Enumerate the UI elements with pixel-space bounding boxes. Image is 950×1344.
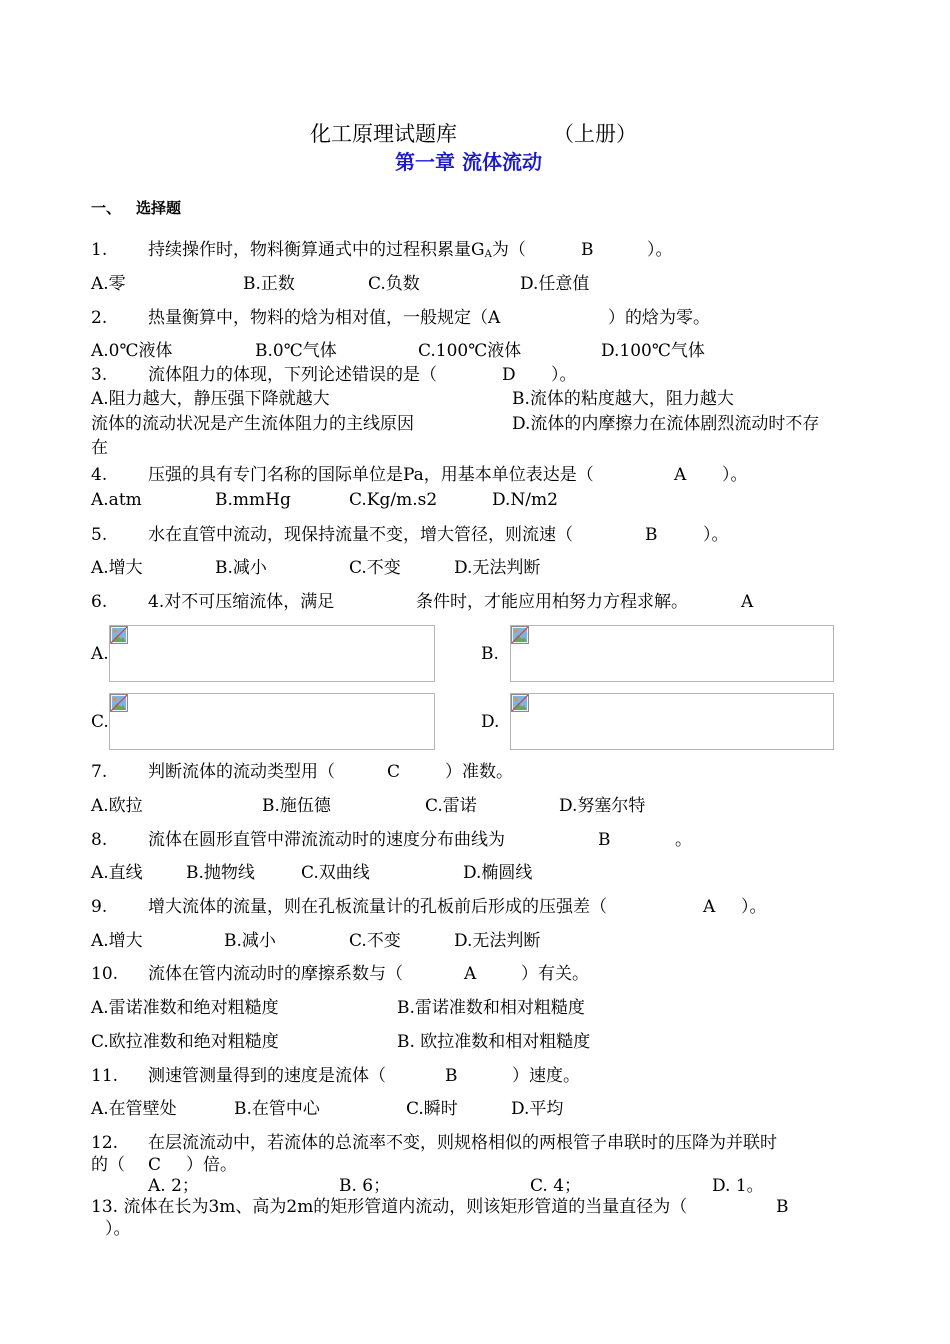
q9-option-c: C.不变 bbox=[349, 931, 401, 951]
q10-option-d: B. 欧拉准数和相对粗糙度 bbox=[397, 1032, 591, 1052]
q9-option-d: D.无法判断 bbox=[454, 931, 541, 951]
q5-text: 水在直管中流动，现保持流量不变，增大管径，则流速（ bbox=[148, 525, 573, 545]
broken-image-icon bbox=[511, 626, 529, 644]
q12-answer: C bbox=[148, 1155, 162, 1175]
q6-option-a-label: A. bbox=[91, 644, 109, 664]
q5-answer: B bbox=[645, 525, 658, 545]
q4-answer: A bbox=[674, 465, 687, 485]
q3-answer: D bbox=[502, 365, 516, 385]
q11-number: 11. bbox=[91, 1066, 119, 1086]
q1-text-main: 持续操作时，物料衡算通式中的过程积累量G bbox=[148, 240, 485, 260]
q5-option-b: B.减小 bbox=[215, 558, 267, 578]
q5-option-a: A.增大 bbox=[91, 558, 143, 578]
q13-text: 13. 流体在长为3m、高为2m的矩形管道内流动，则该矩形管道的当量直径为（ bbox=[91, 1197, 688, 1217]
q10-option-c: C.欧拉准数和绝对粗糙度 bbox=[91, 1032, 279, 1052]
q9-end: ）。 bbox=[741, 897, 767, 917]
q2-option-c: C.100℃液体 bbox=[418, 341, 522, 361]
q3-option-d-wrap: 在 bbox=[91, 438, 108, 458]
q1-subscript: A bbox=[484, 249, 492, 260]
q11-option-a: A.在管壁处 bbox=[91, 1099, 177, 1119]
q3-text: 流体阻力的体现，下列论述错误的是（ bbox=[148, 365, 437, 385]
q2-number: 2. bbox=[91, 308, 108, 328]
q7-end: ）准数。 bbox=[445, 762, 513, 782]
broken-image-icon bbox=[511, 694, 529, 712]
q1-option-b: B.正数 bbox=[243, 274, 295, 294]
chapter-heading: 第一章 流体流动 bbox=[395, 150, 542, 174]
q1-answer: B bbox=[581, 240, 594, 260]
q3-option-d: D.流体的内摩擦力在流体剧烈流动时不存 bbox=[512, 414, 820, 434]
q12-option-c: C. 4； bbox=[530, 1176, 582, 1196]
q5-option-c: C.不变 bbox=[349, 558, 401, 578]
q6-answer: A bbox=[741, 592, 754, 612]
q12-option-d: D. 1。 bbox=[712, 1176, 764, 1196]
q10-option-a: A.雷诺准数和绝对粗糙度 bbox=[91, 998, 279, 1018]
q13-answer: B bbox=[776, 1197, 789, 1217]
q2-option-a: A.0℃液体 bbox=[91, 341, 173, 361]
q8-answer: B bbox=[598, 830, 611, 850]
q3-number: 3. bbox=[91, 365, 108, 385]
q8-end: 。 bbox=[675, 830, 692, 850]
q8-text: 流体在圆形直管中滞流流动时的速度分布曲线为 bbox=[148, 830, 505, 850]
q2-text: 热量衡算中，物料的焓为相对值，一般规定（A bbox=[148, 308, 501, 328]
q4-number: 4. bbox=[91, 465, 108, 485]
section-title: 选择题 bbox=[136, 199, 182, 217]
q9-text: 增大流体的流量，则在孔板流量计的孔板前后形成的压强差（ bbox=[148, 897, 607, 917]
q8-option-a: A.直线 bbox=[91, 863, 143, 883]
q6-text: 4.对不可压缩流体，满足 bbox=[148, 592, 335, 612]
q5-end: ）。 bbox=[703, 525, 729, 545]
q11-option-b: B.在管中心 bbox=[234, 1099, 320, 1119]
q4-text: 压强的具有专门名称的国际单位是Pa，用基本单位表达是（ bbox=[148, 465, 594, 485]
q3-option-c: 流体的流动状况是产生流体阻力的主线原因 bbox=[91, 414, 414, 434]
q6-option-b-formula-image bbox=[510, 625, 834, 682]
q3-end: ）。 bbox=[551, 365, 577, 385]
document-title-suffix: （上册） bbox=[553, 122, 637, 146]
q7-option-b: B.施伍德 bbox=[262, 796, 331, 816]
q12-text-wrap: 的（ bbox=[91, 1155, 125, 1175]
q4-option-a: A.atm bbox=[91, 490, 142, 510]
q5-number: 5. bbox=[91, 525, 108, 545]
q1-end: ）。 bbox=[647, 240, 673, 260]
q7-option-a: A.欧拉 bbox=[91, 796, 143, 816]
q7-answer: C bbox=[387, 762, 401, 782]
q10-number: 10. bbox=[91, 964, 119, 984]
q4-option-c: C.Kg/m.s2 bbox=[349, 490, 438, 510]
q4-option-d: D.N/m2 bbox=[492, 490, 558, 510]
q6-option-d-label: D. bbox=[481, 712, 500, 732]
q6-number: 6. bbox=[91, 592, 108, 612]
q9-number: 9. bbox=[91, 897, 108, 917]
broken-image-icon bbox=[110, 694, 128, 712]
document-title: 化工原理试题库 bbox=[310, 122, 457, 146]
q9-option-b: B.减小 bbox=[224, 931, 276, 951]
q5-option-d: D.无法判断 bbox=[454, 558, 541, 578]
q1-text bbox=[148, 240, 526, 261]
q6-option-d-formula-image bbox=[510, 693, 834, 750]
q8-option-d: D.椭圆线 bbox=[463, 863, 533, 883]
q11-answer: B bbox=[445, 1066, 458, 1086]
q11-end: ）速度。 bbox=[512, 1066, 580, 1086]
q10-end: ）有关。 bbox=[521, 964, 589, 984]
q12-option-b: B. 6； bbox=[339, 1176, 391, 1196]
q10-option-b: B.雷诺准数和相对粗糙度 bbox=[397, 998, 585, 1018]
q6-option-b-label: B. bbox=[481, 644, 499, 664]
broken-image-icon bbox=[110, 626, 128, 644]
q11-option-c: C.瞬时 bbox=[406, 1099, 458, 1119]
q6-option-c-formula-image bbox=[109, 693, 435, 750]
q10-text: 流体在管内流动时的摩擦系数与（ bbox=[148, 964, 403, 984]
q1-text-tail: 为（ bbox=[491, 240, 526, 260]
q10-answer: A bbox=[464, 964, 477, 984]
section-number: 一、 bbox=[91, 199, 122, 217]
q1-option-a: A.零 bbox=[91, 274, 126, 294]
q7-option-d: D.努塞尔特 bbox=[559, 796, 646, 816]
q7-text: 判断流体的流动类型用（ bbox=[148, 762, 335, 782]
q11-text: 测速管测量得到的速度是流体（ bbox=[148, 1066, 386, 1086]
q7-number: 7. bbox=[91, 762, 108, 782]
q12-option-a: A. 2； bbox=[148, 1176, 199, 1196]
q12-number: 12. bbox=[91, 1133, 119, 1153]
q6-option-c-label: C. bbox=[91, 712, 109, 732]
q4-end: ）。 bbox=[722, 465, 748, 485]
q13-end: ）。 bbox=[105, 1219, 131, 1239]
q6-text-tail: 条件时，才能应用柏努力方程求解。 bbox=[416, 592, 688, 612]
q3-option-b: B.流体的粘度越大，阻力越大 bbox=[512, 389, 734, 409]
q12-end: ）倍。 bbox=[186, 1155, 237, 1175]
q3-option-a: A.阻力越大，静压强下降就越大 bbox=[91, 389, 330, 409]
q8-option-c: C.双曲线 bbox=[301, 863, 370, 883]
q7-option-c: C.雷诺 bbox=[425, 796, 477, 816]
q1-option-c: C.负数 bbox=[368, 274, 420, 294]
q6-option-a-formula-image bbox=[109, 625, 435, 682]
q4-option-b: B.mmHg bbox=[215, 490, 291, 510]
q8-number: 8. bbox=[91, 830, 108, 850]
q1-option-d: D.任意值 bbox=[520, 274, 590, 294]
q8-option-b: B.抛物线 bbox=[186, 863, 255, 883]
q12-text: 在层流流动中，若流体的总流率不变，则规格相似的两根管子串联时的压降为并联时 bbox=[148, 1133, 777, 1153]
q9-option-a: A.增大 bbox=[91, 931, 143, 951]
q11-option-d: D.平均 bbox=[511, 1099, 564, 1119]
q2-end: ）的焓为零。 bbox=[608, 308, 710, 328]
q9-answer: A bbox=[703, 897, 716, 917]
q1-number: 1. bbox=[91, 240, 108, 260]
q2-option-b: B.0℃气体 bbox=[255, 341, 337, 361]
q2-option-d: D.100℃气体 bbox=[601, 341, 705, 361]
